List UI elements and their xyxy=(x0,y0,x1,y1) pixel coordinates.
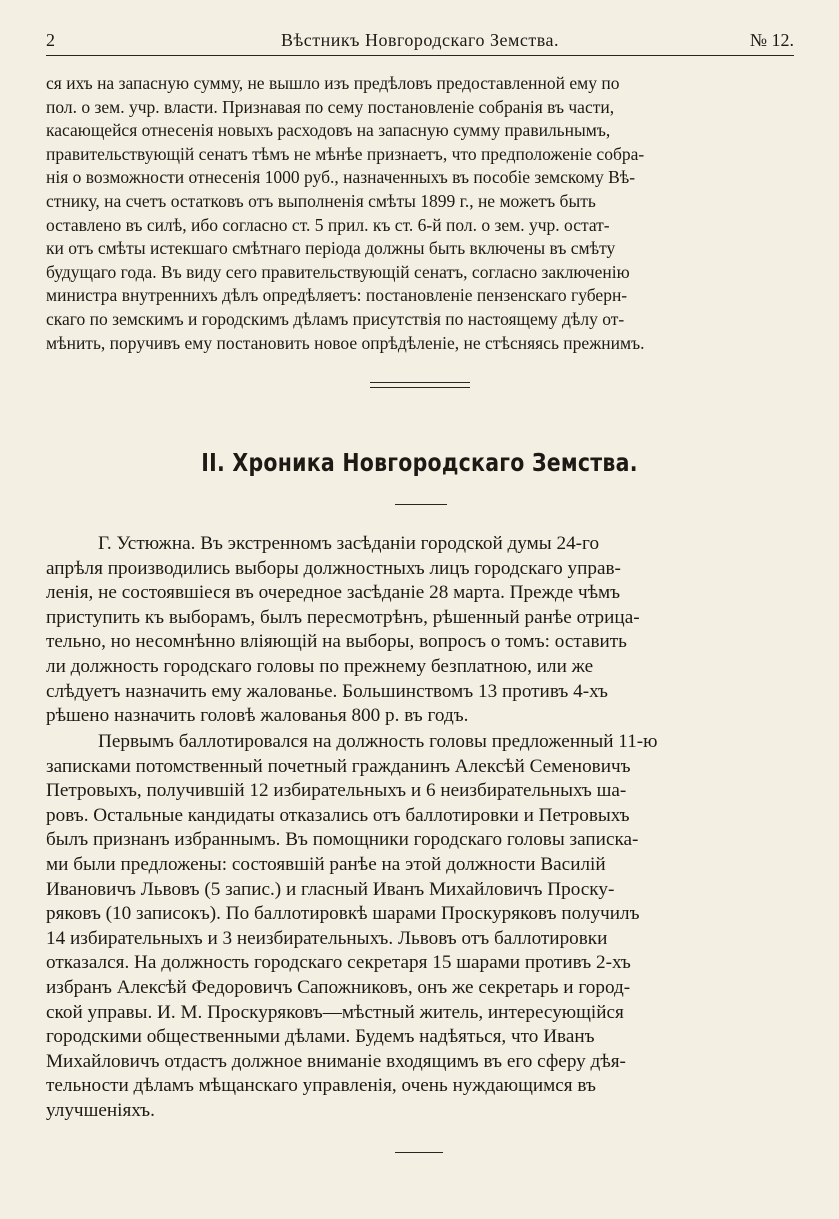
section-heading: II. Хроника Новгородскаго Земства. xyxy=(201,448,638,477)
page-number: 2 xyxy=(46,30,55,50)
end-divider xyxy=(395,1152,443,1153)
journal-title: Вѣстникъ Новгородскаго Земства. xyxy=(281,30,559,50)
section-separator xyxy=(370,382,470,388)
running-header xyxy=(46,30,794,58)
heading-underline xyxy=(395,504,447,505)
paragraph-ustyuzhna-elections: Г. Устюжна. Въ экстренномъ засѣданіи городской думы 24-го апрѣля производились выборы должностныхъ лицъ городскаго управ- ленія, не состоявшіеся въ очередное засѣданіе 28 марта. Прежде чѣмъ приступить къ выборамъ, былъ пересмотрѣнъ, рѣшенный ранѣе отрица- тельно, но несомнѣнно вліяющій на выборы, вопросъ о томъ: оставить ли должность городскаго головы по прежнему безплатною, или же слѣдуетъ назначить ему жалованье. Большинствомъ 13 противъ 4-хъ рѣшено назначить головѣ жалованья 800 р. въ годъ. xyxy=(46,533,640,727)
paragraph-ballot-results: Первымъ баллотировался на должность головы предложенный 11-ю записками потомственный почетный гражданинъ Алексѣй Семеновичъ Петровыхъ, получившій 12 избирательныхъ и 6 неизбирательныхъ ша- ровъ. Остальные кандидаты отказались отъ баллотировки и Петровыхъ былъ признанъ избраннымъ. Въ помощники городскаго головы записка- ми были предложены: состоявшій ранѣе на этой должности Василій Ивановичъ Львовъ (5 запис.) и гласный Иванъ Михайловичъ Проску- ряковъ (10 записокъ). По баллотировкѣ шарами Проскуряковъ получилъ 14 избирательныхъ и 3 неизбирательныхъ. Львовъ отъ баллотировки отказался. На должность городскаго секретаря 15 шарами противъ 2-хъ избранъ Алексѣй Федоровичъ Сапожниковъ, онъ же секретарь и город- ской управы. И. М. Проскуряковъ—мѣстный житель, интересующійся городскими общественными дѣлами. Будемъ надѣяться, что Иванъ Михайловичъ отдастъ должное вниманіе входящимъ въ его сферу дѣя- тельности дѣламъ мѣщанскаго управленія, очень нуждающимся въ улучшеніяхъ. xyxy=(46,731,658,1121)
issue-number: № 12. xyxy=(749,30,794,50)
header-divider xyxy=(46,55,794,56)
paragraph-senate-decision: ся ихъ на запасную сумму, не вышло изъ предѣловъ предоставленной ему по пол. о зем. учр. власти. Признавая по сему постановленіе собранія въ части, касающейся отнесенія новыхъ расходовъ на запасную сумму правильнымъ, правительствующій сенатъ тѣмъ не мѣнѣе признаетъ, что предположеніе собра- нія о возможности отнесенія 1000 руб., назначенныхъ въ пособіе земскому Вѣ- стнику, на счетъ остатковъ отъ выполненія смѣты 1899 г., не можетъ быть оставлено въ силѣ, ибо согласно ст. 5 прил. къ ст. 6-й пол. о зем. учр. остат- ки отъ смѣты истекшаго смѣтнаго періода должны быть включены въ смѣту будущаго года. Въ виду сего правительствующій сенатъ, согласно заключенію министра внутреннихъ дѣлъ опредѣляетъ: постановленіе пензенскаго губерн- скаго по земскимъ и городскимъ дѣламъ присутствія по настоящему дѣлу от- мѣнить, поручивъ ему постановить новое опрѣдѣленіе, не стѣсняясь прежнимъ. xyxy=(46,73,645,353)
